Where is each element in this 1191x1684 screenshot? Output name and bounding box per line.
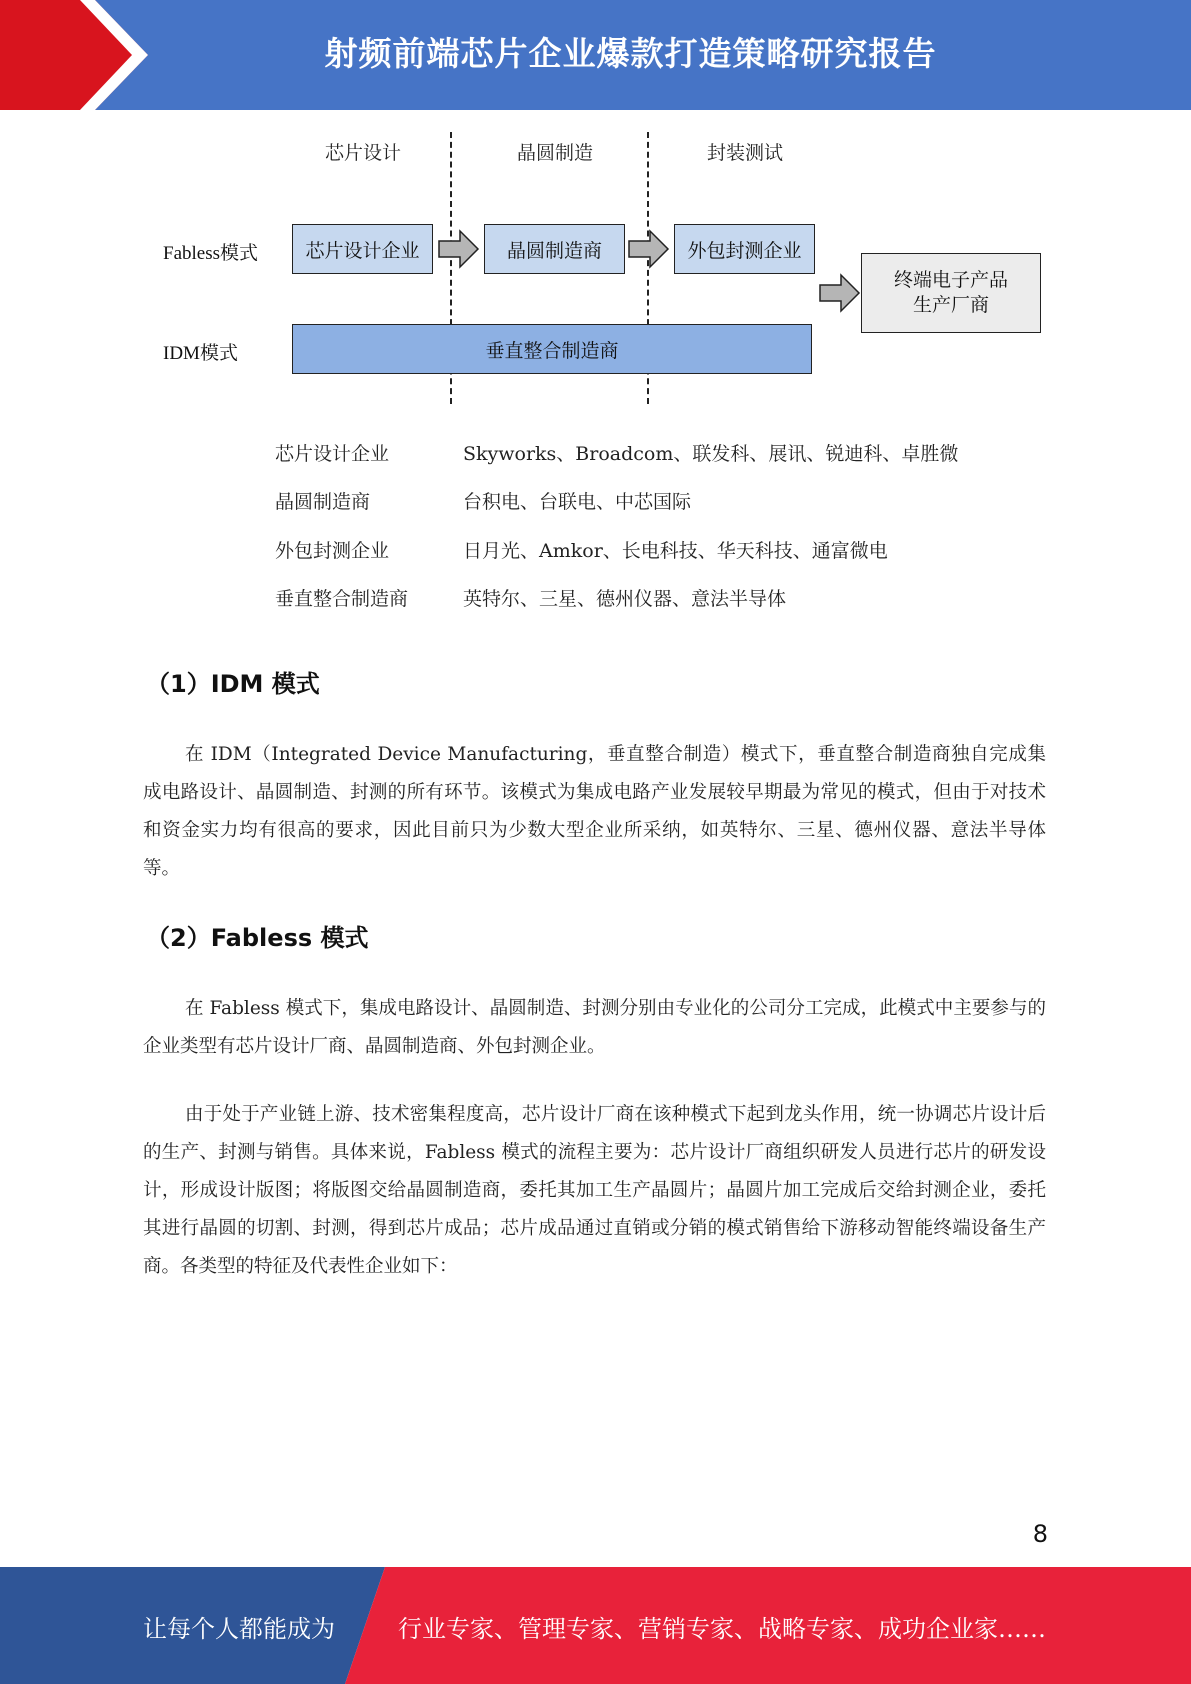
paragraph-fabless-1: 在 Fabless 模式下，集成电路设计、晶圆制造、封测分别由专业化的公司分工完成，此模式中主要参与的企业类型有芯片设计厂商、晶圆制造商、外包封测企业。 bbox=[143, 998, 1046, 1057]
section-heading-idm: （1）IDM 模式 bbox=[146, 670, 320, 698]
company-category: 晶圆制造商 bbox=[275, 491, 371, 514]
arrow-right-icon bbox=[628, 228, 670, 270]
box-design-company: 芯片设计企业 bbox=[292, 224, 433, 274]
arrow-right-icon bbox=[438, 228, 480, 270]
end-box-line2: 生产厂商 bbox=[912, 294, 989, 316]
box-end-product-maker bbox=[861, 253, 1041, 333]
phase-label-fab: 晶圆制造 bbox=[516, 142, 593, 164]
end-box-line1: 终端电子产品 bbox=[893, 269, 1008, 291]
industry-model-diagram bbox=[150, 120, 1050, 420]
company-category: 芯片设计企业 bbox=[275, 442, 390, 465]
table-row bbox=[275, 477, 1075, 526]
company-table bbox=[275, 428, 1075, 622]
section-heading-fabless: （2）Fabless 模式 bbox=[146, 924, 369, 952]
company-names: 日月光、Amkor、长电科技、华天科技、通富微电 bbox=[463, 539, 888, 562]
box-wafer-maker: 晶圆制造商 bbox=[484, 224, 625, 274]
table-row bbox=[275, 574, 1075, 623]
arrow-right-icon bbox=[819, 272, 861, 314]
box-idm-manufacturer: 垂直整合制造商 bbox=[292, 324, 812, 374]
paragraph-fabless-2: 由于处于产业链上游、技术密集程度高，芯片设计厂商在该种模式下起到龙头作用，统一协调芯片设计后的生产、封测与销售。具体来说，Fabless 模式的流程主要为：芯片设计厂商组织研发人员进行芯片的研发设计，形成设计版图；将版图交给晶圆制造商，委托其加工生产晶圆片；晶圆片加工完成后交给封测企业，委托其进行晶圆的切割、封测，得到芯片成品；芯片成品通过直销或分销的模式销售给下游移动智能终端设备生产商。各类型的特征及代表性企业如下： bbox=[143, 1104, 1046, 1277]
footer-slogan-right: 行业专家、管理专家、营销专家、战略专家、成功企业家…… bbox=[398, 1615, 1046, 1643]
mode-label-fabless: Fabless模式 bbox=[163, 243, 259, 264]
footer-slogan-left: 让每个人都能成为 bbox=[143, 1615, 335, 1643]
mode-label-idm: IDM模式 bbox=[163, 343, 238, 364]
header-banner bbox=[0, 0, 1191, 110]
table-row bbox=[275, 428, 1075, 477]
company-category: 外包封测企业 bbox=[275, 539, 390, 562]
phase-label-design: 芯片设计 bbox=[324, 142, 401, 164]
table-row bbox=[275, 525, 1075, 574]
company-category: 垂直整合制造商 bbox=[275, 588, 409, 611]
footer-banner bbox=[0, 1567, 1191, 1684]
company-names: Skyworks、Broadcom、联发科、展讯、锐迪科、卓胜微 bbox=[463, 442, 959, 465]
report-title: 射频前端芯片企业爆款打造策略研究报告 bbox=[324, 34, 937, 73]
page-number: 8 bbox=[1032, 1520, 1048, 1548]
box-outsourced-test: 外包封测企业 bbox=[674, 224, 815, 274]
phase-label-test: 封装测试 bbox=[706, 142, 783, 164]
company-names: 台积电、台联电、中芯国际 bbox=[463, 491, 692, 514]
company-names: 英特尔、三星、德州仪器、意法半导体 bbox=[463, 588, 787, 611]
paragraph-idm: 在 IDM（Integrated Device Manufacturing，垂直整合制造）模式下，垂直整合制造商独自完成集成电路设计、晶圆制造、封测的所有环节。该模式为集成电路产业发展较早期最为常见的模式，但由于对技术和资金实力均有很高的要求，因此目前只为少数大型企业所采纳，如英特尔、三星、德州仪器、意法半导体等。 bbox=[143, 744, 1046, 879]
